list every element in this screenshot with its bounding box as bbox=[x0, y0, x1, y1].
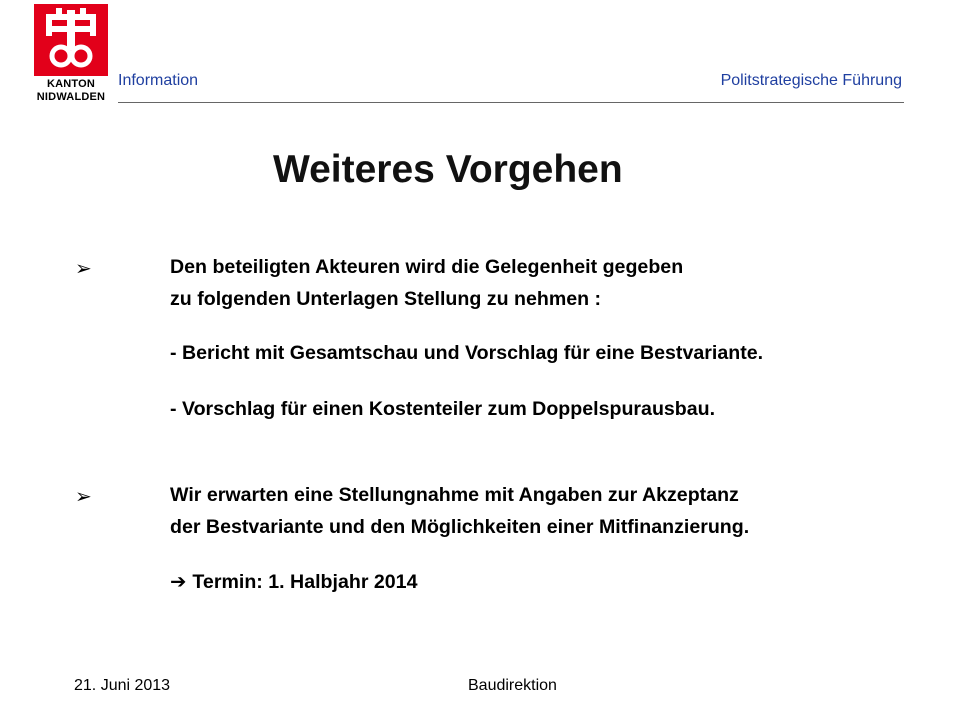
right-arrow-icon: ➔ bbox=[170, 570, 187, 593]
bullet-2-line-1: Wir erwarten eine Stellungnahme mit Angaben zur Akzeptanz bbox=[170, 484, 739, 506]
deadline-text: Termin: 1. Halbjahr 2014 bbox=[192, 571, 418, 593]
bullet-1-line-3: - Bericht mit Gesamtschau und Vorschlag für eine Bestvariante. bbox=[170, 342, 764, 364]
bullet-2-line-2: der Bestvariante und den Möglichkeiten einer Mitfinanzierung. bbox=[170, 516, 750, 538]
bullet-1-line-4: - Vorschlag für einen Kostenteiler zum Doppelspurausbau. bbox=[170, 398, 716, 420]
kanton-nidwalden-logo bbox=[32, 4, 110, 104]
bullet-1-line-1: Den beteiligten Akteuren wird die Gelegenheit gegeben bbox=[170, 256, 684, 278]
logo-text-kanton: KANTON bbox=[46, 78, 96, 90]
footer-date: 21. Juni 2013 bbox=[74, 677, 171, 694]
bullet-1-line-2: zu folgenden Unterlagen Stellung zu nehmen : bbox=[170, 288, 602, 310]
footer-department: Baudirektion bbox=[468, 677, 557, 694]
deadline-line bbox=[170, 570, 417, 594]
logo-text-nidwalden: NIDWALDEN bbox=[36, 91, 106, 103]
slide-title: Weiteres Vorgehen bbox=[273, 148, 623, 191]
header-left-label: Information bbox=[118, 72, 199, 89]
header-right-label: Politstrategische Führung bbox=[720, 72, 902, 89]
header-divider bbox=[118, 102, 904, 103]
bullet-arrow-icon: ➢ bbox=[75, 256, 92, 280]
bullet-arrow-icon: ➢ bbox=[75, 484, 92, 508]
coat-of-arms-icon bbox=[32, 4, 110, 76]
